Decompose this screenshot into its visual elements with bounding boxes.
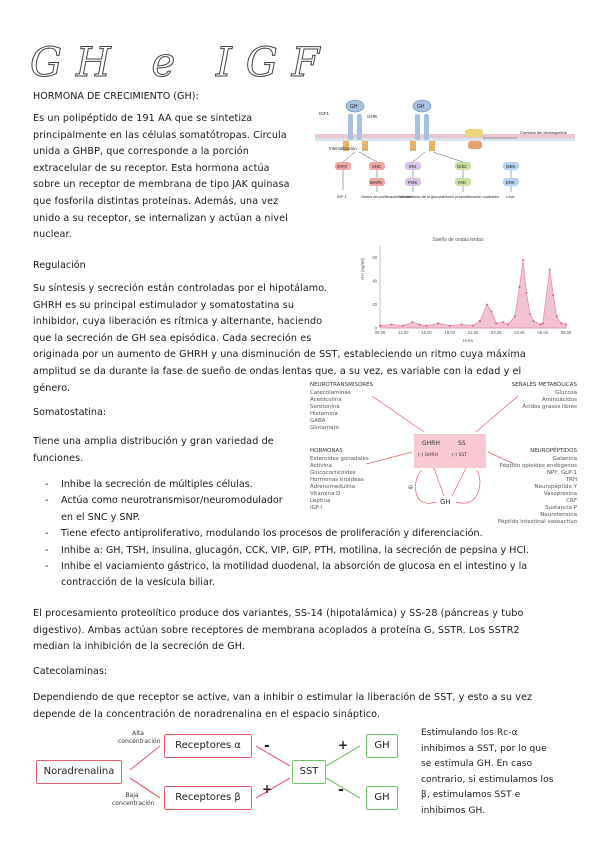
procesamiento-text (33, 606, 578, 656)
x-tick-label: 09.00 (560, 330, 572, 335)
list-item: Vasopresina (543, 491, 577, 497)
side-note-line: inhibimos GH. (421, 805, 486, 816)
list-item: Acetilcolina (310, 397, 342, 403)
gh-data-point (519, 286, 521, 288)
igf1-out-label: IGF-1 (337, 195, 347, 199)
chart-title: Sueño de ondas lentas (432, 237, 484, 243)
gh-data-point (529, 313, 531, 315)
x-tick-label: 15.00 (421, 330, 432, 335)
catecol-line: depende de la concentración de noradrenalina en el espacio sináptico. (33, 708, 381, 720)
x-tick-label: 03.00 (514, 330, 525, 335)
bullet-item-continuation: en el SNC y SNP. (61, 511, 140, 523)
gh-label: GH (350, 104, 358, 110)
side-note-line: contrario, si estimulamos los (421, 774, 554, 785)
noradrenalina-box: Noradrenalina (36, 760, 122, 784)
side-note-line: inhibimos a SST, por lo que (421, 743, 547, 754)
gh-secretion-chart (358, 232, 573, 344)
ghrh-sub: (-) GHRH (418, 453, 438, 458)
gh-intro-line: unido a su receptor, se internalizan y actúan a nivel (33, 212, 288, 224)
irs-label: IRS (409, 164, 417, 169)
gh-data-point (437, 322, 439, 324)
mek-label: MEK (506, 164, 516, 169)
minus-sign: - (338, 782, 344, 798)
gh-data-point (412, 321, 414, 323)
list-item: TRH (565, 477, 577, 483)
y-tick-label: 0 (374, 325, 377, 331)
gh-intro-line: Es un polipéptido de 191 AA que se sintetiza (33, 113, 253, 124)
list-item: Histamina (310, 411, 338, 417)
list-item: Vitamina D (310, 491, 341, 497)
list-item: NPY, GLP-1 (546, 470, 577, 476)
gh-data-point (556, 315, 558, 317)
neurotransmisores-title: NEUROTRANSMISORES (310, 382, 374, 388)
baja-concentracion-label: Baja concentración (112, 792, 155, 807)
list-item: Ácidos grasos libres (522, 404, 577, 410)
list-item: Glutamato (310, 425, 340, 431)
gh-data-point (507, 323, 509, 325)
plus-sign: + (262, 782, 273, 796)
list-item: Neurotensina (540, 512, 577, 518)
list-item: Glucosa (555, 390, 577, 396)
regulacion-line: originada por un aumento de GHRH y una disminución de SST, estableciendo un ritmo cuya máxima (33, 349, 526, 361)
gh-data-point (539, 323, 541, 325)
procesamiento-line: digestivo). Ambas actúan sobre receptores de membrana acoplados a proteína G, SSTR. Los SSTR2 (33, 624, 520, 636)
gh-data-point (560, 322, 562, 324)
gh-data-point (419, 323, 421, 325)
side-note (421, 726, 591, 820)
gh-data-point (552, 294, 554, 296)
sst-intro (33, 434, 303, 467)
ghrh-label: GHRH (422, 440, 440, 447)
shc-label: SHC (372, 164, 382, 169)
catecol-line: Dependiendo de que receptor se active, van a inhibir o estimular la liberación de SST, y esto a su vez (33, 692, 533, 703)
stat-label: STAT (337, 164, 348, 169)
catecol-heading: Catecolaminas: (33, 666, 108, 677)
regulacion-line: que la secreción de GH sea episódica. Cada secreción es (33, 332, 312, 344)
gh-intro-line: que fosforila distintas proteínas. Además, una vez (33, 195, 279, 207)
bullet-item-continuation: contracción de la vesícula biliar. (61, 577, 215, 589)
cambios-label: Cambios del citoesqueleto (520, 130, 567, 135)
sst-intro-line: Tiene una amplia distribución y gran variedad de (33, 436, 274, 447)
cfos-label: c-fos (506, 195, 515, 199)
regulacion-line: GHRH es su principal estimulador y somatostatina su (33, 299, 295, 311)
x-tick-label: 18.00 (444, 330, 455, 335)
ss-label: SS (458, 440, 466, 447)
list-item: GABA (310, 418, 326, 424)
x-tick-label: 21.00 (467, 330, 479, 335)
gh-output-label: GH (440, 498, 451, 506)
x-tick-label: 06.00 (537, 330, 548, 335)
sst-heading: Somatostatina: (33, 407, 107, 418)
ss-sub: (-) SST (452, 453, 468, 458)
sst-box: SST (292, 760, 326, 784)
gh-data-point (522, 259, 524, 261)
list-item: Catecolaminas (310, 390, 351, 396)
gh-data-point (549, 268, 551, 270)
alta-concentracion-label: Alta concentración (118, 730, 161, 745)
list-item: Esteroides gonadales (310, 456, 369, 462)
catecolamine-diagram (30, 728, 410, 820)
regulacion-line: amplitud se da durante la fase de sueño de ondas lentas que, a su vez, es variable con la edad y el (33, 365, 522, 377)
gh-data-point (449, 325, 451, 327)
x-tick-label: 24.00 (491, 330, 502, 335)
catecol-text (33, 690, 578, 723)
gh-data-point (525, 292, 527, 294)
gh-intro-line: nuclear. (33, 229, 72, 241)
gh-intro-line: sobre un receptor de membrana de tipo JAK quinasa (33, 179, 290, 191)
bullet-item: - Actúa como neurotransmisor/neuromodulador (43, 493, 583, 509)
list-item: Neuropéptido Y (534, 484, 577, 490)
receptores-alfa-box: Receptores α (164, 734, 252, 758)
gh-heading: HORMONA DE CRECIMIENTO (GH): (33, 91, 199, 102)
list-item: Péptido intestinal vasoactivo (497, 519, 577, 525)
senales-title: SEÑALES METABÓLICAS (511, 382, 577, 388)
gh-intro (33, 111, 353, 244)
procesamiento-line: El procesamiento proteolítico produce dos variantes, SS-14 (hipotalámica) y SS-28 (páncreas y tubo (33, 608, 524, 619)
gh-data-point (426, 325, 428, 327)
gh-data-point (472, 325, 474, 327)
gh-intro-line: extracelular de su receptor. Esta hormona actúa (33, 162, 270, 174)
regulation-arrows (306, 382, 581, 532)
regulacion-line: género. (33, 382, 71, 394)
bullet-item: - Inhibe la secreción de múltiples células. (43, 477, 583, 493)
gh-data-point (402, 325, 404, 327)
list-item: Adrenomedulina (310, 484, 356, 490)
list-item: Serotonina (310, 404, 340, 410)
igf1-label: IGF1 (319, 111, 330, 116)
sst-intro-line: funciones. (33, 452, 84, 464)
gh-data-point (379, 325, 381, 327)
gh-top-box: GH (366, 734, 398, 758)
list-item: CRF (566, 498, 577, 504)
page-title: GH e IGF (30, 40, 334, 86)
gh-bottom-box: GH (366, 786, 398, 810)
side-note-line: se estimula GH. En caso (421, 759, 533, 770)
mapk-label: MAPK (370, 180, 383, 185)
list-item: Leptina (310, 498, 331, 504)
gh-data-point (486, 304, 488, 306)
genes-nuclear-label: Genes proproliferación nucleares (443, 195, 499, 199)
list-item: Sustancia P (545, 505, 577, 511)
ghr-label: GHR (367, 114, 377, 119)
list-item: Galanina (552, 456, 577, 462)
list-item: IGF-I (310, 505, 323, 511)
procesamiento-line: median la inhibición de la secreción de GH. (33, 641, 246, 653)
gh-data-point (479, 320, 481, 322)
neuropeptidos-title: NEUROPÉPTIDOS (530, 448, 577, 454)
chart-xlabel: Hora (463, 338, 473, 343)
list-item: Hormonas tiroideas (310, 477, 364, 483)
minus-sign: - (264, 738, 270, 754)
gh-data-point (502, 321, 504, 323)
list-item: Glucocorticoides (310, 470, 356, 476)
pi3k-label: PI3K (408, 180, 418, 185)
hormonas-title: HORMONAS (310, 448, 343, 454)
internalizacion-label: Internalización (329, 146, 357, 151)
erk-label: ERK (506, 180, 515, 185)
bullet-item: - Tiene efecto antiproliferativo, modulando los procesos de proliferación y diferenciación. (43, 526, 583, 542)
chart-axes-line (380, 246, 566, 328)
gh-label: GH (417, 104, 425, 110)
bullet-item: - Inhibe el vaciamiento gástrico, la motilidad duodenal, la absorción de glucosa en el intestino y la (43, 559, 583, 575)
side-note-line: Estimulando los Rc-α (421, 728, 518, 738)
x-tick-label: 09.00 (374, 330, 386, 335)
gh-data-point (391, 323, 393, 325)
y-tick-label: 20 (372, 302, 377, 308)
gh-data-point (542, 322, 544, 324)
side-note-line: β, estimulamos SST e (421, 790, 521, 801)
minus-circle-icon: ⊖ (408, 484, 414, 491)
bullet-item: - Inhibe a: GH, TSH, insulina, glucagón, CCK, VIP, GIP, PTH, motilina, la secreción de pepsina y HCl. (43, 543, 583, 559)
gh-signaling-figure (315, 98, 575, 208)
gh-data-point (514, 315, 516, 317)
x-tick-label: 12.00 (398, 330, 409, 335)
regulacion-heading: Regulación (33, 260, 86, 271)
fak-label: FAK (458, 180, 467, 185)
gh-data-point (491, 311, 493, 313)
list-item: Péptido opioides endógenos (499, 463, 577, 469)
y-tick-label: 40 (372, 278, 377, 284)
gh-regulation-figure (306, 382, 581, 532)
chart-ylabel: GH (ng/ml) (360, 257, 365, 280)
gh-intro-line: principalmente en las células somatótropas. Circula (33, 129, 287, 141)
regulacion-line: Su síntesis y secreción están controladas por el hipotálamo. (33, 283, 328, 294)
plus-sign: + (338, 738, 349, 752)
grb2-label: Grb2 (457, 164, 467, 169)
list-item: Aminoácidos (541, 397, 577, 403)
gh-data-point (532, 320, 534, 322)
y-tick-label: 60 (372, 255, 377, 261)
receptores-beta-box: Receptores β (164, 786, 252, 810)
gh-data-point (460, 323, 462, 325)
gh-intro-line: unida a GHBP, que corresponde a la porción (33, 146, 249, 158)
gh-data-point (495, 322, 497, 324)
gh-data-point (565, 323, 567, 325)
regulacion-line: inhibidor, cuya liberación es rítmica y alternante, haciendo (33, 316, 323, 328)
list-item: Activina (310, 463, 333, 469)
metabolismo-label: Metabolismo de la glucosa (399, 195, 444, 199)
gh-series-area (380, 260, 566, 328)
genes-prolif-label: Genes de proliferación celular (361, 195, 412, 199)
